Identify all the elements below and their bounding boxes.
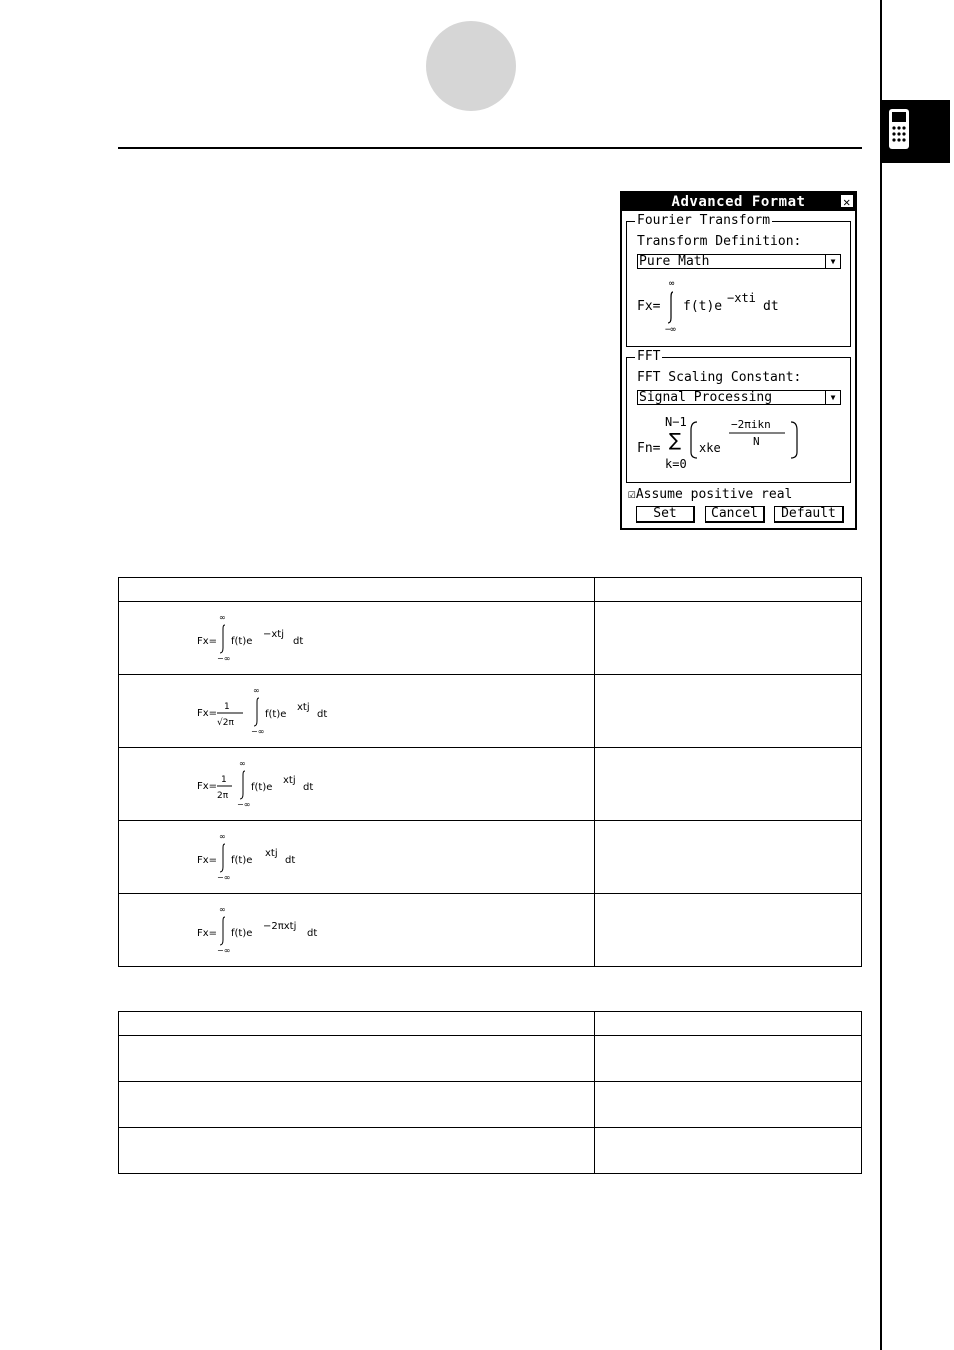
formula-cell [119,748,595,821]
table-cell [119,1082,595,1128]
table-row [119,602,862,675]
header-rule [118,147,862,149]
transform-formula [195,832,395,882]
svg-text:dt: dt [307,928,318,939]
svg-text:−∞: −∞ [217,873,231,882]
formula-cell [119,602,595,675]
formula-exponent: −xti [727,291,756,305]
table-row [119,821,862,894]
fft-formula [635,410,845,472]
svg-text:∞: ∞ [253,686,260,695]
formula-cell [119,675,595,748]
svg-text:f(t)e: f(t)e [231,928,253,939]
svg-text:−∞: −∞ [251,727,265,736]
table-row [119,1082,862,1128]
svg-text:∞: ∞ [239,759,246,768]
table-row [119,1128,862,1174]
table-row [119,748,862,821]
table-header-cell [119,1012,595,1036]
svg-text:f(t)e: f(t)e [251,782,273,793]
fft-scaling-select[interactable] [637,390,841,405]
formula-cell [119,821,595,894]
fft-scaling-table [118,1011,862,1174]
svg-text:f(t)e: f(t)e [265,709,287,720]
calculator-icon [888,108,910,150]
description-cell [595,894,862,967]
transform-definition-select[interactable] [637,254,841,269]
assume-positive-real-label: Assume positive real [635,487,793,502]
fft-exp-numerator: −2πikn [731,418,771,431]
formula-body: f(t)e [683,299,723,314]
table-row [119,675,862,748]
svg-text:dt: dt [285,855,296,866]
svg-text:2π: 2π [217,791,229,801]
fft-scaling-value: Signal Processing [639,390,773,405]
table-header-cell [595,1012,862,1036]
transform-formula [195,613,395,663]
table-header-row [119,1012,862,1036]
table-row [119,894,862,967]
fft-formula-body: xke [699,441,721,455]
dialog-title: Advanced Format [671,194,806,210]
fft-sum-upper: N−1 [665,415,687,429]
left-bracket [691,422,697,458]
table-cell [595,1036,862,1082]
table-header-cell [595,578,862,602]
table-row [119,1036,862,1082]
chevron-down-icon[interactable]: ▼ [825,255,840,268]
transform-definition-label: Transform Definition: [637,234,802,249]
svg-text:√2π: √2π [217,718,234,728]
description-cell [595,602,862,675]
table-cell [119,1128,595,1174]
transform-formula [195,759,395,809]
svg-text:Fx=: Fx= [197,781,218,792]
default-button[interactable]: Default [774,506,844,523]
svg-text:−∞: −∞ [217,654,231,663]
chevron-down-icon[interactable]: ▼ [825,391,840,404]
svg-text:∞: ∞ [219,832,226,841]
svg-text:dt: dt [293,636,304,647]
fourier-formula [635,274,845,334]
transform-formula [195,905,395,955]
svg-text:Fx=: Fx= [197,928,218,939]
formula-lhs: Fx= [637,299,661,314]
formula-cell [119,894,595,967]
svg-text:f(t)e: f(t)e [231,636,253,647]
svg-text:dt: dt [317,709,328,720]
fft-formula-lhs: Fn= [637,441,661,456]
svg-text:−∞: −∞ [237,800,251,809]
fourier-transform-group [626,213,851,347]
svg-text:xtj: xtj [265,848,278,859]
table-cell [595,1128,862,1174]
table-cell [595,1082,862,1128]
fft-sum-lower: k=0 [665,457,687,471]
table-cell [119,1036,595,1082]
page-circle-decoration [426,21,516,111]
right-bracket [791,422,797,458]
formula-lower-limit: −∞ [665,325,676,334]
transform-definition-value: Pure Math [639,254,710,269]
svg-text:∞: ∞ [219,613,226,622]
fft-legend: FFT [637,349,661,364]
svg-text:1: 1 [224,702,230,712]
close-icon[interactable]: ✕ [840,194,854,208]
svg-text:xtj: xtj [283,775,296,786]
set-button[interactable]: Set [636,506,695,523]
checkbox-checked-icon[interactable]: ☑ [628,487,636,502]
fft-exp-denominator: N [753,435,760,448]
dialog-title-bar [622,193,855,211]
transform-definition-table [118,577,862,967]
svg-text:dt: dt [303,782,314,793]
advanced-format-dialog [620,191,857,530]
svg-text:f(t)e: f(t)e [231,855,253,866]
assume-positive-real-checkbox[interactable] [628,487,792,502]
svg-text:Fx=: Fx= [197,708,218,719]
integral-sign [668,292,673,323]
svg-text:−2πxtj: −2πxtj [263,921,297,932]
svg-text:Fx=: Fx= [197,636,218,647]
table-header-cell [119,578,595,602]
svg-text:−xtj: −xtj [263,629,284,640]
formula-tail: dt [763,299,779,314]
transform-formula [195,686,395,736]
fft-scaling-label: FFT Scaling Constant: [637,370,802,385]
table-header-row [119,578,862,602]
description-cell [595,748,862,821]
svg-text:∞: ∞ [219,905,226,914]
fourier-transform-legend: Fourier Transform [637,213,771,228]
cancel-button[interactable]: Cancel [705,506,765,523]
svg-text:Fx=: Fx= [197,855,218,866]
svg-text:1: 1 [221,775,227,785]
side-margin-line [880,0,882,1350]
description-cell [595,675,862,748]
description-cell [595,821,862,894]
svg-text:−∞: −∞ [217,946,231,955]
fft-group [626,349,851,483]
formula-upper-limit: ∞ [669,279,675,289]
sigma-icon: ∑ [669,430,682,451]
svg-text:xtj: xtj [297,702,310,713]
